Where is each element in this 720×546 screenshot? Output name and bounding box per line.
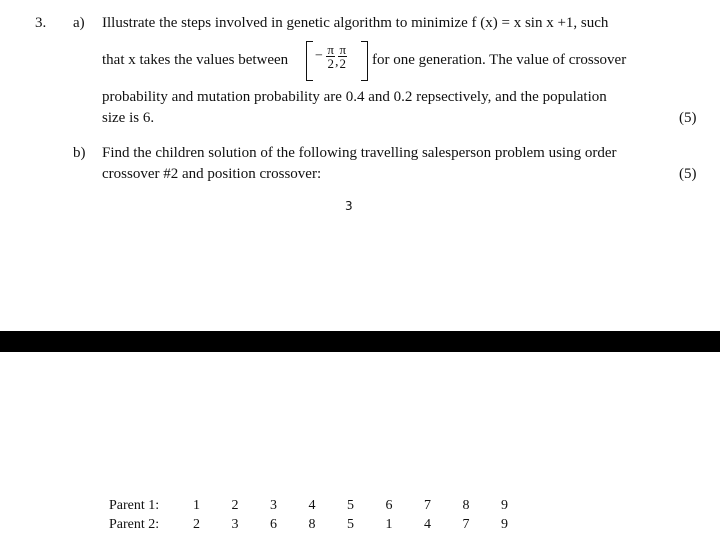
- parent-2-gene: 9: [501, 516, 508, 532]
- page-number: 3: [345, 199, 353, 213]
- parents-table: [109, 496, 540, 534]
- right-bracket: [361, 41, 368, 81]
- interval-comma: ,: [334, 54, 339, 70]
- parent-1-gene: 6: [385, 497, 393, 513]
- parent-1-gene: 5: [347, 497, 354, 513]
- left-numerator: π: [327, 42, 334, 57]
- parent-1-gene: 7: [424, 497, 431, 513]
- parent-2-gene: 6: [270, 516, 277, 532]
- parent-1-gene: 2: [231, 497, 239, 513]
- part-a-line2-prefix: that x takes the values between: [102, 52, 289, 68]
- part-b-line1: Find the children solution of the following travelling salesperson problem using order: [102, 145, 617, 161]
- parent-2-label: Parent 2:: [109, 516, 160, 532]
- part-a-label: a): [73, 15, 85, 31]
- parent-2-gene: 4: [424, 516, 431, 532]
- parent-2-gene: 2: [193, 516, 200, 532]
- part-a-line4: size is 6.: [102, 110, 155, 126]
- parent-1-gene: 9: [501, 497, 508, 513]
- parent-1-gene: 4: [308, 497, 316, 513]
- parent-1-row: [109, 496, 540, 515]
- interval-content: [315, 43, 347, 71]
- page-break-bar: [0, 331, 720, 352]
- parent-1-gene: 8: [462, 497, 470, 513]
- parent-1-gene: 3: [270, 497, 277, 513]
- objective-function: f (x) = x sin x +1, such: [471, 15, 609, 31]
- part-b-label: b): [73, 145, 86, 161]
- part-a-line1: [102, 15, 608, 32]
- part-a-line2-suffix: for one generation. The value of crossover: [372, 52, 627, 68]
- part-b-marks: (5): [679, 166, 697, 182]
- parent-1-gene: 1: [193, 497, 200, 513]
- part-b-line2: crossover #2 and position crossover:: [102, 166, 322, 182]
- parent-2-gene: 1: [385, 516, 393, 532]
- parent-2-gene: 3: [231, 516, 239, 532]
- parent-2-gene: 8: [308, 516, 316, 532]
- part-a-marks: (5): [679, 110, 697, 126]
- parent-2-gene: 5: [347, 516, 354, 532]
- left-bracket: [306, 41, 313, 81]
- part-a-line1-text: Illustrate the steps involved in genetic algorithm to minimize: [102, 15, 468, 31]
- minus-sign: −: [315, 48, 323, 64]
- right-fraction: [338, 43, 347, 70]
- question-number: 3.: [35, 15, 47, 31]
- right-numerator: π: [339, 42, 347, 57]
- left-fraction: [326, 43, 335, 70]
- interval-bracket: [306, 41, 368, 81]
- parent-2-row: [109, 515, 540, 534]
- part-a-line3: probability and mutation probability are 0.4 and 0.2 repsectively, and the population: [102, 89, 607, 105]
- parent-1-label: Parent 1:: [109, 497, 160, 513]
- parent-2-gene: 7: [462, 516, 470, 532]
- left-denominator: 2: [327, 56, 334, 71]
- right-denominator: 2: [339, 56, 347, 71]
